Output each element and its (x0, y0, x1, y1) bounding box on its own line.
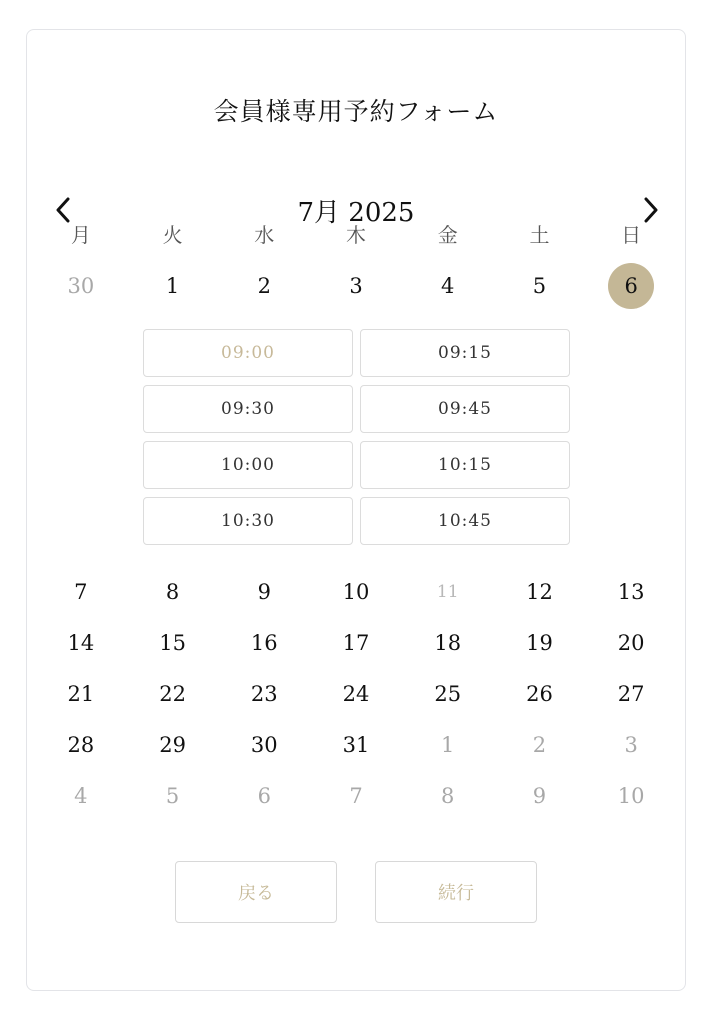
calendar-day[interactable] (585, 568, 677, 616)
calendar-day-number: 9 (532, 784, 547, 808)
calendar-day-number: 8 (441, 784, 455, 808)
calendar-day-number: 3 (624, 733, 638, 757)
calendar-day-number: 6 (257, 784, 271, 808)
form-title: 会員様専用予約フォーム (213, 97, 499, 126)
calendar-day-number: 17 (342, 631, 370, 655)
calendar-day[interactable] (310, 670, 402, 718)
calendar-day-number: 31 (342, 733, 370, 757)
weekday-label: 土 (529, 222, 550, 247)
weekday-header (35, 213, 677, 253)
calendar-day-number: 13 (617, 580, 645, 604)
calendar-week-3 (35, 619, 677, 667)
calendar-day[interactable] (402, 262, 494, 310)
calendar-day[interactable] (402, 772, 494, 820)
calendar-day-number: 7 (349, 784, 363, 808)
weekday-label: 金 (437, 222, 458, 247)
calendar-day[interactable] (585, 721, 677, 769)
calendar-day[interactable] (35, 721, 127, 769)
calendar-day-number: 6 (608, 263, 654, 309)
calendar-day[interactable] (35, 670, 127, 718)
calendar-day[interactable] (35, 772, 127, 820)
calendar-day-number: 27 (617, 682, 645, 706)
calendar-day-number: 10 (617, 784, 645, 808)
time-slot-grid (143, 329, 570, 545)
time-slot-button[interactable]: 09:15 (360, 329, 570, 377)
calendar-day-number: 10 (342, 580, 370, 604)
calendar-day[interactable] (218, 568, 310, 616)
calendar-day-number: 20 (617, 631, 645, 655)
calendar-day-number: 15 (159, 631, 186, 655)
calendar-week-2 (35, 568, 677, 616)
weekday-label: 木 (346, 222, 367, 247)
time-slot-button[interactable]: 10:00 (143, 441, 353, 489)
calendar-day-number: 7 (74, 580, 88, 604)
calendar-day-number: 22 (159, 682, 186, 706)
calendar-day-number: 2 (532, 733, 547, 757)
back-button[interactable]: 戻る (175, 861, 337, 923)
calendar-week-4 (35, 670, 677, 718)
calendar-day[interactable] (127, 721, 219, 769)
weekday-label: 日 (621, 222, 642, 247)
calendar-day-number: 1 (441, 733, 455, 757)
calendar-day-number: 12 (526, 580, 553, 604)
time-slot-button[interactable]: 10:15 (360, 441, 570, 489)
calendar-week-5 (35, 721, 677, 769)
calendar-day[interactable] (127, 772, 219, 820)
calendar-day-number: 8 (165, 580, 180, 604)
calendar-day[interactable] (35, 568, 127, 616)
calendar-day-selected[interactable] (585, 262, 677, 310)
calendar-day[interactable] (127, 568, 219, 616)
calendar-day[interactable] (494, 772, 586, 820)
month-label: 7月 2025 (297, 198, 415, 228)
calendar-day-number: 5 (165, 784, 180, 808)
time-slot-button[interactable]: 09:30 (143, 385, 353, 433)
calendar-day[interactable] (310, 721, 402, 769)
calendar-day-number: 4 (441, 274, 455, 298)
time-slot-button[interactable]: 09:45 (360, 385, 570, 433)
calendar-day-number: 5 (532, 274, 547, 298)
calendar-day[interactable] (218, 262, 310, 310)
time-slot-button[interactable]: 10:45 (360, 497, 570, 545)
calendar-day-number: 26 (526, 682, 553, 706)
calendar-day[interactable] (310, 262, 402, 310)
calendar-day[interactable] (218, 670, 310, 718)
calendar-day-number: 3 (349, 274, 363, 298)
calendar-day-number: 18 (434, 631, 462, 655)
calendar-day[interactable] (127, 262, 219, 310)
calendar-day[interactable] (494, 262, 586, 310)
calendar-day-number: 28 (67, 733, 95, 757)
calendar-day[interactable] (494, 619, 586, 667)
calendar-day-number: 1 (165, 274, 180, 298)
calendar-day[interactable] (402, 619, 494, 667)
calendar-day[interactable] (310, 568, 402, 616)
calendar-day-number: 30 (67, 274, 95, 298)
time-slot-button[interactable]: 09:00 (143, 329, 353, 377)
calendar-day[interactable] (127, 619, 219, 667)
calendar-day-number: 25 (434, 682, 462, 706)
calendar-day[interactable] (494, 721, 586, 769)
calendar-day-number: 4 (74, 784, 88, 808)
calendar-day (402, 568, 494, 616)
calendar-day-number: 30 (250, 733, 278, 757)
calendar-day-number: 24 (342, 682, 370, 706)
weekday-label: 月 (70, 222, 91, 247)
calendar-day[interactable] (310, 619, 402, 667)
calendar-day[interactable] (585, 772, 677, 820)
calendar-day-number: 21 (67, 682, 95, 706)
calendar-day-number: 9 (257, 580, 271, 604)
weekday-label: 水 (254, 222, 275, 247)
calendar-day[interactable] (127, 670, 219, 718)
calendar-day-number: 16 (250, 631, 278, 655)
calendar-day[interactable] (402, 721, 494, 769)
calendar-day[interactable] (218, 772, 310, 820)
calendar-week-1 (35, 262, 677, 310)
continue-button[interactable]: 続行 (375, 861, 537, 923)
calendar-day-number: 14 (67, 631, 95, 655)
calendar-day[interactable] (35, 262, 127, 310)
calendar-day[interactable] (494, 670, 586, 718)
calendar-day[interactable] (585, 670, 677, 718)
weekday-label: 火 (162, 222, 183, 247)
calendar-day[interactable] (218, 619, 310, 667)
calendar-day-number: 23 (250, 682, 278, 706)
calendar-day[interactable] (35, 619, 127, 667)
calendar-week-6 (35, 772, 677, 820)
calendar-day[interactable] (585, 619, 677, 667)
calendar-day[interactable] (310, 772, 402, 820)
calendar-day-number: 19 (526, 631, 553, 655)
calendar-day[interactable] (218, 721, 310, 769)
calendar-day-number: 11 (436, 582, 459, 602)
calendar-day[interactable] (494, 568, 586, 616)
calendar-day[interactable] (402, 670, 494, 718)
time-slot-button[interactable]: 10:30 (143, 497, 353, 545)
calendar-day-number: 29 (159, 733, 186, 757)
calendar-day-number: 2 (257, 274, 271, 298)
